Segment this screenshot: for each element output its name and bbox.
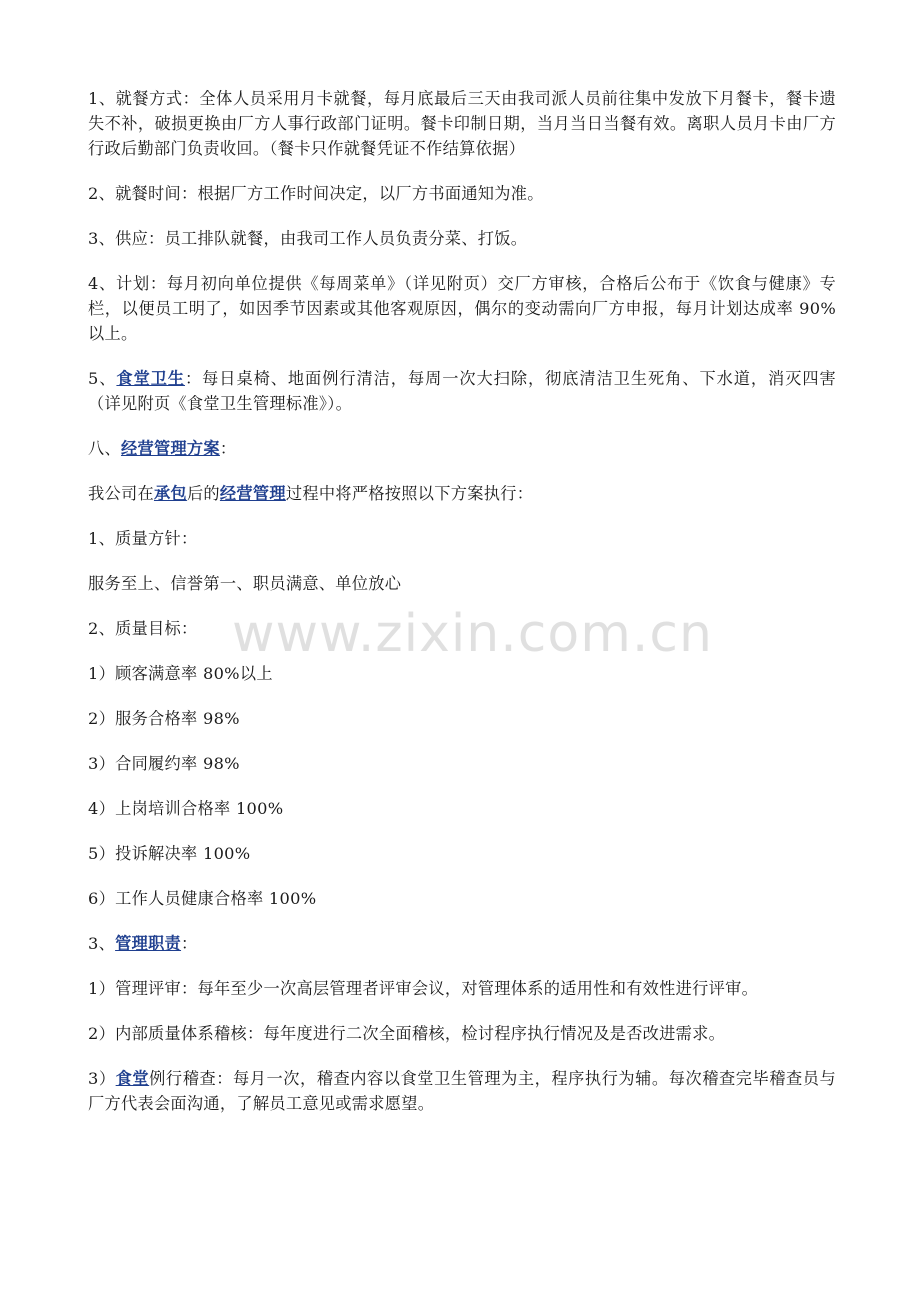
- paragraph: [88, 751, 836, 776]
- paragraph-text: 2、质量目标：: [88, 619, 198, 638]
- paragraph: [88, 571, 836, 596]
- paragraph: [88, 481, 836, 506]
- paragraph: [88, 661, 836, 686]
- paragraph: [88, 271, 836, 346]
- paragraph-text: 1）管理评审：每年至少一次高层管理者评审会议，对管理体系的适用性和有效性进行评审。: [88, 979, 759, 998]
- keyword-link[interactable]: 承包: [153, 484, 187, 503]
- paragraph-text: 3）: [88, 1069, 116, 1088]
- paragraph-text: 3、: [88, 934, 116, 953]
- paragraph: [88, 436, 836, 461]
- keyword-link[interactable]: 经营管理: [219, 484, 286, 503]
- document-body: [88, 86, 836, 1136]
- paragraph-text: 例行稽查：每月一次，稽查内容以食堂卫生管理为主，程序执行为辅。每次稽查完毕稽查员与厂方代表会面沟通，了解员工意见或需求愿望。: [88, 1069, 837, 1113]
- paragraph-text: 3）合同履约率 98%: [88, 754, 240, 773]
- paragraph: [88, 366, 836, 416]
- paragraph-text: 2）服务合格率 98%: [88, 709, 240, 728]
- paragraph-text: ：: [181, 934, 198, 953]
- paragraph-text: 6）工作人员健康合格率 100%: [88, 889, 317, 908]
- paragraph-text: 4）上岗培训合格率 100%: [88, 799, 284, 818]
- paragraph-text: 4、计划：每月初向单位提供《每周菜单》（详见附页）交厂方审核，合格后公布于《饮食与健康》专栏，以便员工明了，如因季节因素或其他客观原因，偶尔的变动需向厂方申报，每月计划达成率 90%以上。: [88, 274, 836, 343]
- paragraph-text: ：每日桌椅、地面例行清洁，每周一次大扫除，彻底清洁卫生死角、下水道，消灭四害（详见附页《食堂卫生管理标准》）。: [88, 369, 836, 413]
- paragraph: [88, 931, 836, 956]
- paragraph: [88, 526, 836, 551]
- watermark: www.zixin.com.cn: [232, 604, 713, 664]
- paragraph-text: 2、就餐时间：根据厂方工作时间决定，以厂方书面通知为准。: [88, 184, 544, 203]
- paragraph-text: 八、: [88, 439, 121, 458]
- keyword-link[interactable]: 经营管理方案: [120, 439, 220, 458]
- keyword-link[interactable]: 食堂: [115, 1069, 150, 1088]
- paragraph: [88, 841, 836, 866]
- paragraph-text: 5、: [88, 369, 117, 388]
- paragraph-text: 服务至上、信誉第一、职员满意、单位放心: [88, 574, 402, 593]
- paragraph-text: ：: [219, 439, 237, 458]
- paragraph: [88, 886, 836, 911]
- paragraph-text: 5）投诉解决率 100%: [88, 844, 251, 863]
- paragraph: [88, 226, 836, 251]
- paragraph: [88, 976, 836, 1001]
- paragraph-text: 后的: [186, 484, 220, 503]
- paragraph: [88, 1066, 836, 1116]
- paragraph: [88, 181, 836, 206]
- paragraph-text: 1、质量方针：: [88, 529, 198, 548]
- keyword-link[interactable]: 食堂卫生: [116, 369, 186, 388]
- paragraph: [88, 86, 836, 161]
- paragraph: [88, 706, 836, 731]
- keyword-link[interactable]: 管理职责: [115, 934, 182, 953]
- paragraph-text: 3、供应：员工排队就餐，由我司工作人员负责分菜、打饭。: [88, 229, 528, 248]
- paragraph-text: 1）顾客满意率 80%以上: [88, 664, 273, 683]
- paragraph-text: 2）内部质量体系稽核：每年度进行二次全面稽核，检讨程序执行情况及是否改进需求。: [88, 1024, 726, 1043]
- paragraph-text: 我公司在: [88, 484, 154, 503]
- paragraph: [88, 796, 836, 821]
- paragraph-text: 1、就餐方式：全体人员采用月卡就餐，每月底最后三天由我司派人员前往集中发放下月餐卡，餐卡遗失不补，破损更换由厂方人事行政部门证明。餐卡印制日期，当月当日当餐有效。离职人员月卡由厂方行政后勤部门负责收回。（餐卡只作就餐凭证不作结算依据）: [88, 89, 836, 158]
- paragraph: [88, 616, 836, 641]
- paragraph-text: 过程中将严格按照以下方案执行：: [285, 484, 534, 503]
- paragraph: [88, 1021, 836, 1046]
